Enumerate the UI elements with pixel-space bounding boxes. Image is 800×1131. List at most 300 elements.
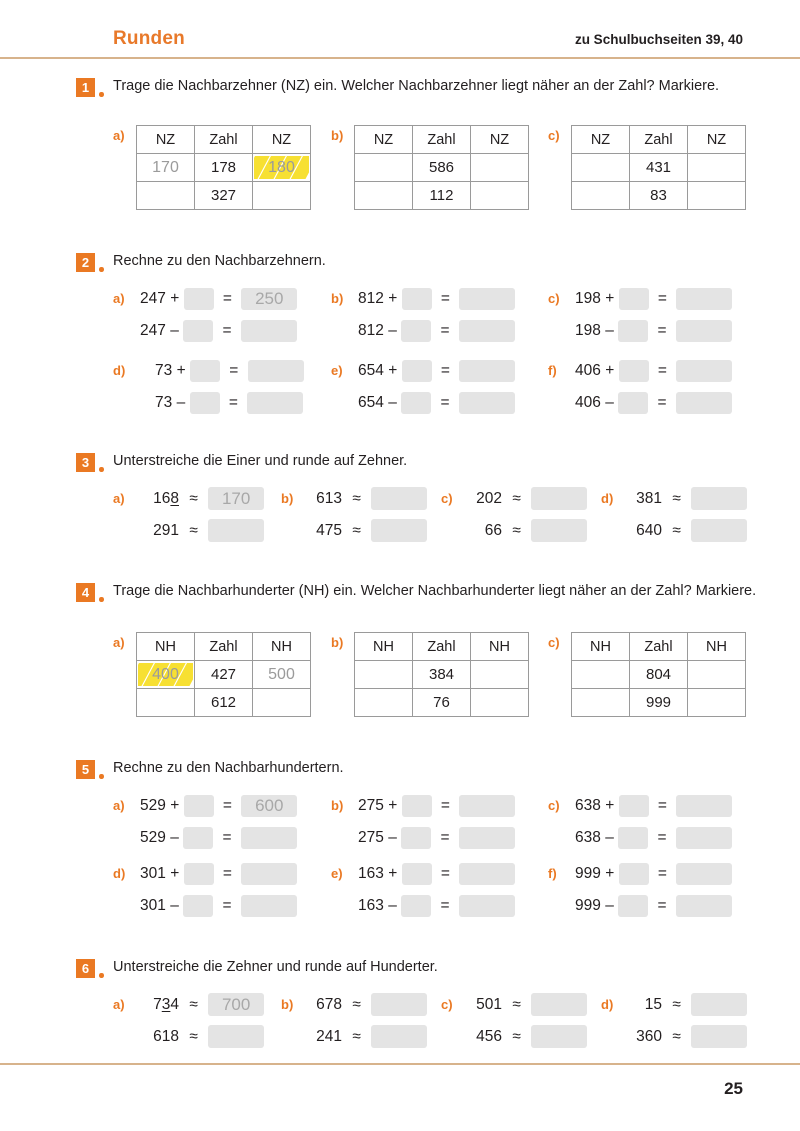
cell-nz-right[interactable] (253, 154, 311, 182)
number-value: 202 (476, 489, 502, 507)
cell-zahl: 999 (630, 689, 688, 717)
calc-row-5b-plus (358, 795, 515, 817)
part-label-5b: b) (331, 798, 344, 813)
subtrahend-input[interactable] (401, 827, 431, 849)
cell-nh-left[interactable] (572, 689, 630, 717)
cell-zahl: 327 (195, 182, 253, 210)
result-input[interactable] (691, 993, 747, 1016)
table-header-row (572, 633, 746, 661)
number-value: 613 (316, 489, 342, 507)
badge-dot-icon (99, 597, 104, 602)
result-input[interactable] (459, 895, 515, 917)
cell-nh-right[interactable] (253, 689, 311, 717)
calc-row-5c-minus (575, 827, 732, 849)
calc-row-5e-plus (358, 863, 515, 885)
cell-nz-right[interactable] (688, 154, 746, 182)
part-label-4a: a) (113, 635, 125, 650)
col-header-nz-right: NZ (688, 126, 746, 154)
cell-zahl: 804 (630, 661, 688, 689)
exercise-instruction: Trage die Nachbarhunderter (NH) ein. Welcher Nachbarhunderter liegt näher an der Zahl? Markiere. (113, 583, 757, 599)
result-input[interactable] (371, 1025, 427, 1048)
plus-operator: + (388, 362, 398, 380)
plus-operator: + (605, 362, 615, 380)
equals-sign: = (228, 394, 238, 412)
table-row (572, 661, 746, 689)
cell-nz-left[interactable] (137, 154, 195, 182)
exercise-instruction: Rechne zu den Nachbarzehnern. (113, 253, 326, 269)
minus-operator: – (388, 322, 397, 340)
operand: 73 (155, 362, 173, 380)
col-header-zahl: Zahl (195, 126, 253, 154)
result-input[interactable] (676, 795, 732, 817)
number-value: 475 (316, 521, 342, 539)
result-input[interactable] (531, 1025, 587, 1048)
calc-row-2c-minus (575, 320, 732, 342)
round-row-3c-2 (460, 519, 587, 542)
part-label-1c: c) (548, 128, 560, 143)
table-row (355, 689, 529, 717)
cell-nh-left[interactable] (572, 661, 630, 689)
answer-value: 170 (152, 158, 179, 176)
table-header-row (355, 126, 529, 154)
cell-nh-right[interactable] (688, 689, 746, 717)
equals-sign: = (222, 829, 232, 847)
table-row (137, 661, 311, 689)
col-header-nh-left: NH (137, 633, 195, 661)
exercise-number-badge: 5 (76, 760, 95, 779)
minus-operator: – (388, 829, 397, 847)
subtrahend-input[interactable] (618, 895, 648, 917)
part-label-5a: a) (113, 798, 125, 813)
result-input[interactable] (459, 863, 515, 885)
result-input[interactable]: 250 (241, 288, 297, 310)
result-input[interactable] (691, 1025, 747, 1048)
number-value (137, 490, 179, 508)
approx-sign: ≈ (512, 489, 521, 507)
exercise-number-badge: 1 (76, 78, 95, 97)
addend-input[interactable] (402, 863, 432, 885)
table-row (572, 182, 746, 210)
result-input[interactable] (676, 863, 732, 885)
part-label-5c: c) (548, 798, 560, 813)
result-input[interactable] (241, 320, 297, 342)
cell-nh-left[interactable] (355, 661, 413, 689)
equals-sign: = (229, 362, 239, 380)
underlined-digit: 8 (170, 489, 179, 507)
equals-sign: = (440, 865, 450, 883)
cell-nh-left[interactable] (355, 689, 413, 717)
exercise-instruction: Unterstreiche die Einer und runde auf Zehner. (113, 453, 408, 469)
part-label-1b: b) (331, 128, 344, 143)
table-row (355, 661, 529, 689)
exercise-number-badge: 6 (76, 959, 95, 978)
result-input[interactable] (531, 993, 587, 1016)
operand: 275 (358, 829, 384, 847)
equals-sign: = (657, 865, 667, 883)
cell-zahl: 586 (413, 154, 471, 182)
equals-sign: = (657, 290, 667, 308)
number-value: 678 (316, 995, 342, 1013)
calc-row-2b-minus (358, 320, 515, 342)
plus-operator: + (388, 865, 398, 883)
minus-operator: – (388, 394, 397, 412)
exercise-number-badge: 3 (76, 453, 95, 472)
operand: 654 (358, 362, 384, 380)
table-4a (136, 632, 311, 717)
minus-operator: – (170, 322, 179, 340)
subtrahend-input[interactable] (183, 320, 213, 342)
operand: 812 (358, 290, 384, 308)
calc-row-2a-plus (140, 288, 297, 310)
cell-nh-left[interactable] (137, 689, 195, 717)
addend-input[interactable] (402, 288, 432, 310)
table-header-row (572, 126, 746, 154)
result-input[interactable]: 170 (208, 487, 264, 510)
minus-operator: – (170, 829, 179, 847)
cell-nh-right[interactable] (471, 661, 529, 689)
cell-nh-right[interactable] (471, 689, 529, 717)
plus-operator: + (605, 290, 615, 308)
part-label-2c: c) (548, 291, 560, 306)
equals-sign: = (222, 322, 232, 340)
round-row-3b-1 (300, 487, 427, 510)
operand: 301 (140, 865, 166, 883)
number-value: 640 (636, 521, 662, 539)
result-input[interactable] (248, 360, 304, 382)
calc-row-2f-plus (575, 360, 732, 382)
cell-nz-left[interactable] (137, 182, 195, 210)
equals-sign: = (440, 290, 450, 308)
result-input[interactable] (371, 993, 427, 1016)
col-header-zahl: Zahl (413, 633, 471, 661)
cell-nz-left[interactable] (355, 182, 413, 210)
number-value: 360 (636, 1027, 662, 1045)
page-number: 25 (724, 1079, 743, 1098)
cell-nh-left[interactable] (137, 661, 195, 689)
result-input[interactable] (676, 827, 732, 849)
part-label-6b: b) (281, 997, 294, 1012)
cell-nz-left[interactable] (572, 154, 630, 182)
part-label-2a: a) (113, 291, 125, 306)
round-row-3b-2 (300, 519, 427, 542)
minus-operator: – (605, 897, 614, 915)
header-divider (0, 57, 800, 59)
cell-nh-right[interactable] (688, 661, 746, 689)
cell-nz-left[interactable] (355, 154, 413, 182)
number-value: 15 (644, 995, 662, 1013)
answer-value: 180 (268, 158, 295, 176)
result-input[interactable] (459, 795, 515, 817)
equals-sign: = (657, 829, 667, 847)
col-header-zahl: Zahl (413, 126, 471, 154)
exercise-number-badge: 2 (76, 253, 95, 272)
result-input[interactable] (459, 320, 515, 342)
table-4c (571, 632, 746, 717)
part-label-5f: f) (548, 866, 557, 881)
calc-row-5d-plus (140, 863, 297, 885)
equals-sign: = (440, 797, 450, 815)
approx-sign: ≈ (189, 1027, 198, 1045)
table-4b (354, 632, 529, 717)
equals-sign: = (440, 897, 450, 915)
col-header-nz-left: NZ (137, 126, 195, 154)
cell-zahl: 612 (195, 689, 253, 717)
part-label-3b: b) (281, 491, 294, 506)
result-input[interactable] (459, 827, 515, 849)
number-value (137, 996, 179, 1014)
cell-nz-left[interactable] (572, 182, 630, 210)
addend-input[interactable] (184, 795, 214, 817)
operand: 247 (140, 290, 166, 308)
col-header-nh-left: NH (355, 633, 413, 661)
table-row (355, 154, 529, 182)
equals-sign: = (222, 865, 232, 883)
table-header-row (355, 633, 529, 661)
result-input[interactable] (676, 320, 732, 342)
calc-row-5f-plus (575, 863, 732, 885)
digit-group: 7 (153, 995, 162, 1013)
round-row-6b-1 (300, 993, 427, 1016)
operand: 73 (155, 394, 173, 412)
table-row (572, 154, 746, 182)
number-value: 291 (153, 521, 179, 539)
equals-sign: = (222, 797, 232, 815)
minus-operator: – (176, 394, 186, 412)
badge-dot-icon (99, 467, 104, 472)
result-input[interactable] (459, 288, 515, 310)
result-input[interactable] (676, 895, 732, 917)
calc-row-2b-plus (358, 288, 515, 310)
result-input[interactable]: 700 (208, 993, 264, 1016)
cell-zahl: 112 (413, 182, 471, 210)
result-input[interactable] (691, 487, 747, 510)
calc-row-2f-minus (575, 392, 732, 414)
cell-nz-right[interactable] (688, 182, 746, 210)
result-input[interactable] (531, 487, 587, 510)
result-input[interactable] (208, 519, 264, 542)
underlined-digit: 3 (161, 995, 171, 1013)
approx-sign: ≈ (672, 489, 681, 507)
part-label-2f: f) (548, 363, 557, 378)
equals-sign: = (440, 362, 450, 380)
part-label-6c: c) (441, 997, 453, 1012)
minus-operator: – (388, 897, 397, 915)
table-row (137, 689, 311, 717)
cell-nz-right[interactable] (471, 154, 529, 182)
result-input[interactable] (371, 519, 427, 542)
cell-zahl: 384 (413, 661, 471, 689)
result-input[interactable] (371, 487, 427, 510)
result-input[interactable] (676, 360, 732, 382)
part-label-2d: d) (113, 363, 126, 378)
equals-sign: = (657, 322, 667, 340)
addend-input[interactable] (619, 795, 649, 817)
equals-sign: = (440, 322, 450, 340)
round-row-6a-2 (137, 1025, 264, 1048)
calc-row-5e-minus (358, 895, 515, 917)
addend-input[interactable] (402, 360, 432, 382)
plus-operator: + (170, 865, 180, 883)
number-value: 501 (476, 995, 502, 1013)
cell-zahl: 83 (630, 182, 688, 210)
exercise-number-badge: 4 (76, 583, 95, 602)
digit-group: 4 (170, 995, 179, 1013)
page-header (0, 28, 800, 58)
result-input[interactable] (459, 360, 515, 382)
table-1b (354, 125, 529, 210)
part-label-3c: c) (441, 491, 453, 506)
approx-sign: ≈ (672, 521, 681, 539)
subtrahend-input[interactable] (183, 827, 213, 849)
addend-input[interactable] (184, 863, 214, 885)
minus-operator: – (605, 322, 614, 340)
operand: 163 (358, 865, 384, 883)
operand: 638 (575, 829, 601, 847)
result-input[interactable] (691, 519, 747, 542)
minus-operator: – (170, 897, 179, 915)
part-label-5d: d) (113, 866, 126, 881)
round-row-3d-2 (620, 519, 747, 542)
round-row-3a-2 (137, 519, 264, 542)
part-label-2e: e) (331, 363, 343, 378)
col-header-nz-left: NZ (572, 126, 630, 154)
operand: 529 (140, 829, 166, 847)
plus-operator: + (388, 290, 398, 308)
operand: 275 (358, 797, 384, 815)
col-header-nh-left: NH (572, 633, 630, 661)
table-1a (136, 125, 311, 210)
table-row (137, 154, 311, 182)
addend-input[interactable] (619, 863, 649, 885)
part-label-6d: d) (601, 997, 614, 1012)
part-label-1a: a) (113, 128, 125, 143)
table-row (355, 182, 529, 210)
operand: 812 (358, 322, 384, 340)
calc-row-5c-plus (575, 795, 732, 817)
part-label-6a: a) (113, 997, 125, 1012)
calc-row-5f-minus (575, 895, 732, 917)
calc-row-2e-plus (358, 360, 515, 382)
operand: 654 (358, 394, 384, 412)
operand: 638 (575, 797, 601, 815)
cell-nz-right[interactable] (471, 182, 529, 210)
round-row-6c-1 (460, 993, 587, 1016)
addend-input[interactable] (190, 360, 220, 382)
approx-sign: ≈ (352, 489, 361, 507)
cell-zahl: 427 (195, 661, 253, 689)
col-header-zahl: Zahl (630, 633, 688, 661)
result-input[interactable] (241, 863, 297, 885)
round-row-3a-1 (137, 487, 264, 510)
operand: 247 (140, 322, 166, 340)
operand: 529 (140, 797, 166, 815)
col-header-nh-right: NH (688, 633, 746, 661)
number-value: 241 (316, 1027, 342, 1045)
result-input[interactable]: 600 (241, 795, 297, 817)
addend-input[interactable] (619, 360, 649, 382)
result-input[interactable] (531, 519, 587, 542)
cell-nz-right[interactable] (253, 182, 311, 210)
subtrahend-input[interactable] (401, 895, 431, 917)
cell-zahl: 431 (630, 154, 688, 182)
equals-sign: = (222, 897, 232, 915)
col-header-nz-left: NZ (355, 126, 413, 154)
subtrahend-input[interactable] (618, 392, 648, 414)
number-value: 381 (636, 489, 662, 507)
approx-sign: ≈ (189, 521, 198, 539)
exercise-instruction: Unterstreiche die Zehner und runde auf Hunderter. (113, 959, 438, 975)
col-header-nh-right: NH (253, 633, 311, 661)
addend-input[interactable] (184, 288, 214, 310)
table-row (137, 182, 311, 210)
cell-zahl: 178 (195, 154, 253, 182)
equals-sign: = (222, 290, 232, 308)
result-input[interactable] (247, 392, 303, 414)
result-input[interactable] (459, 392, 515, 414)
answer-value: 400 (152, 665, 179, 683)
col-header-nz-right: NZ (471, 126, 529, 154)
result-input[interactable] (208, 1025, 264, 1048)
subtrahend-input[interactable] (190, 392, 220, 414)
round-row-3c-1 (460, 487, 587, 510)
subtrahend-input[interactable] (401, 320, 431, 342)
exercise-instruction: Rechne zu den Nachbarhundertern. (113, 760, 344, 776)
subtrahend-input[interactable] (618, 827, 648, 849)
calc-row-5b-minus (358, 827, 515, 849)
calc-row-5a-plus (140, 795, 297, 817)
number-value: 618 (153, 1027, 179, 1045)
number-value: 66 (484, 521, 502, 539)
answer-value: 500 (268, 665, 295, 683)
exercise-instruction: Trage die Nachbarzehner (NZ) ein. Welcher Nachbarzehner liegt näher an der Zahl? Markiere. (113, 78, 720, 94)
badge-dot-icon (99, 92, 104, 97)
subtrahend-input[interactable] (183, 895, 213, 917)
result-input[interactable] (241, 895, 297, 917)
addend-input[interactable] (619, 288, 649, 310)
approx-sign: ≈ (189, 489, 198, 507)
equals-sign: = (657, 897, 667, 915)
round-row-6c-2 (460, 1025, 587, 1048)
badge-dot-icon (99, 973, 104, 978)
equals-sign: = (657, 394, 667, 412)
badge-dot-icon (99, 774, 104, 779)
result-input[interactable] (676, 288, 732, 310)
equals-sign: = (440, 394, 450, 412)
result-input[interactable] (241, 827, 297, 849)
calc-row-2e-minus (358, 392, 515, 414)
minus-operator: – (605, 394, 614, 412)
result-input[interactable] (676, 392, 732, 414)
calc-row-2d-minus (155, 392, 303, 414)
plus-operator: + (605, 865, 615, 883)
table-header-row (137, 126, 311, 154)
cell-nh-right[interactable] (253, 661, 311, 689)
col-header-zahl: Zahl (630, 126, 688, 154)
subtrahend-input[interactable] (618, 320, 648, 342)
approx-sign: ≈ (512, 995, 521, 1013)
calc-row-2c-plus (575, 288, 732, 310)
round-row-3d-1 (620, 487, 747, 510)
addend-input[interactable] (402, 795, 432, 817)
schoolbook-reference: zu Schulbuchseiten 39, 40 (574, 32, 743, 47)
equals-sign: = (657, 797, 667, 815)
approx-sign: ≈ (512, 1027, 521, 1045)
subtrahend-input[interactable] (401, 392, 431, 414)
part-label-5e: e) (331, 866, 343, 881)
calc-row-2d-plus (155, 360, 304, 382)
round-row-6d-2 (620, 1025, 747, 1048)
round-row-6a-1 (137, 993, 264, 1016)
